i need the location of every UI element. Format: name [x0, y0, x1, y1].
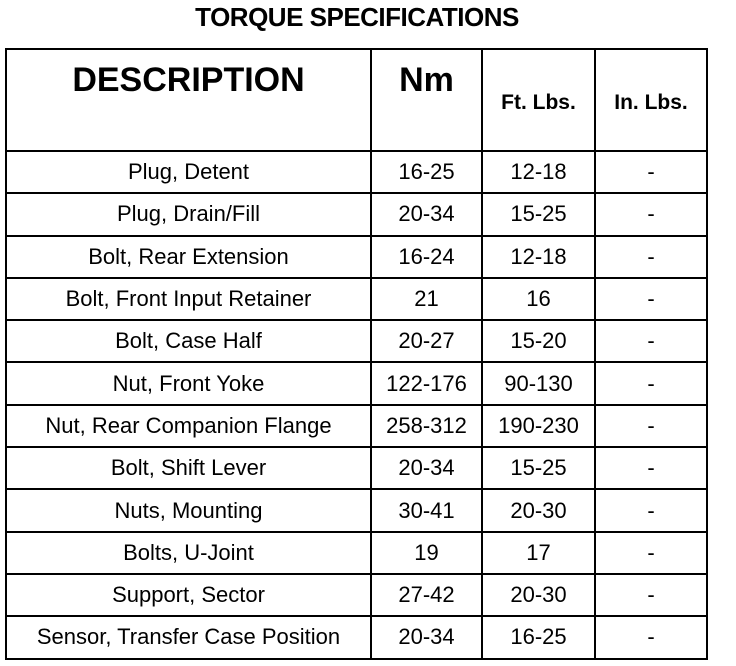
cell-nm: 20-34 [371, 193, 482, 235]
cell-description: Nuts, Mounting [6, 489, 371, 531]
cell-nm: 20-27 [371, 320, 482, 362]
cell-description: Bolt, Rear Extension [6, 236, 371, 278]
cell-in-lbs: - [595, 574, 707, 616]
cell-description: Sensor, Transfer Case Position [6, 616, 371, 658]
cell-ft-lbs: 16 [482, 278, 595, 320]
cell-description: Nut, Rear Companion Flange [6, 405, 371, 447]
page-title: TORQUE SPECIFICATIONS [195, 2, 519, 32]
cell-in-lbs: - [595, 489, 707, 531]
cell-in-lbs: - [595, 532, 707, 574]
table-row [6, 489, 707, 531]
table-row [6, 193, 707, 235]
cell-in-lbs: - [595, 405, 707, 447]
cell-description: Support, Sector [6, 574, 371, 616]
cell-ft-lbs: 20-30 [482, 574, 595, 616]
cell-nm: 16-24 [371, 236, 482, 278]
cell-in-lbs: - [595, 320, 707, 362]
header-nm: Nm [371, 49, 482, 151]
table-row [6, 362, 707, 404]
table-row [6, 616, 707, 658]
table-row [6, 278, 707, 320]
table-row [6, 151, 707, 193]
cell-in-lbs: - [595, 193, 707, 235]
torque-spec-table [5, 48, 708, 660]
cell-in-lbs: - [595, 151, 707, 193]
cell-description: Nut, Front Yoke [6, 362, 371, 404]
cell-ft-lbs: 12-18 [482, 236, 595, 278]
table-row [6, 447, 707, 489]
cell-nm: 21 [371, 278, 482, 320]
table-row [6, 236, 707, 278]
table-row [6, 574, 707, 616]
cell-description: Bolt, Front Input Retainer [6, 278, 371, 320]
table-row [6, 405, 707, 447]
cell-description: Bolt, Shift Lever [6, 447, 371, 489]
cell-ft-lbs: 15-25 [482, 193, 595, 235]
cell-ft-lbs: 90-130 [482, 362, 595, 404]
cell-nm: 16-25 [371, 151, 482, 193]
header-description: DESCRIPTION [6, 49, 371, 151]
cell-in-lbs: - [595, 362, 707, 404]
cell-nm: 122-176 [371, 362, 482, 404]
header-in-lbs: In. Lbs. [595, 49, 707, 151]
cell-ft-lbs: 190-230 [482, 405, 595, 447]
cell-ft-lbs: 15-25 [482, 447, 595, 489]
cell-in-lbs: - [595, 447, 707, 489]
cell-description: Plug, Detent [6, 151, 371, 193]
table-row [6, 532, 707, 574]
cell-nm: 27-42 [371, 574, 482, 616]
cell-nm: 258-312 [371, 405, 482, 447]
cell-nm: 20-34 [371, 616, 482, 658]
cell-ft-lbs: 16-25 [482, 616, 595, 658]
header-row [6, 49, 707, 151]
cell-description: Plug, Drain/Fill [6, 193, 371, 235]
cell-nm: 20-34 [371, 447, 482, 489]
cell-nm: 19 [371, 532, 482, 574]
cell-in-lbs: - [595, 236, 707, 278]
cell-in-lbs: - [595, 616, 707, 658]
cell-ft-lbs: 20-30 [482, 489, 595, 531]
cell-ft-lbs: 12-18 [482, 151, 595, 193]
cell-description: Bolts, U-Joint [6, 532, 371, 574]
cell-in-lbs: - [595, 278, 707, 320]
header-ft-lbs: Ft. Lbs. [482, 49, 595, 151]
cell-ft-lbs: 15-20 [482, 320, 595, 362]
cell-description: Bolt, Case Half [6, 320, 371, 362]
cell-ft-lbs: 17 [482, 532, 595, 574]
table-row [6, 320, 707, 362]
cell-nm: 30-41 [371, 489, 482, 531]
